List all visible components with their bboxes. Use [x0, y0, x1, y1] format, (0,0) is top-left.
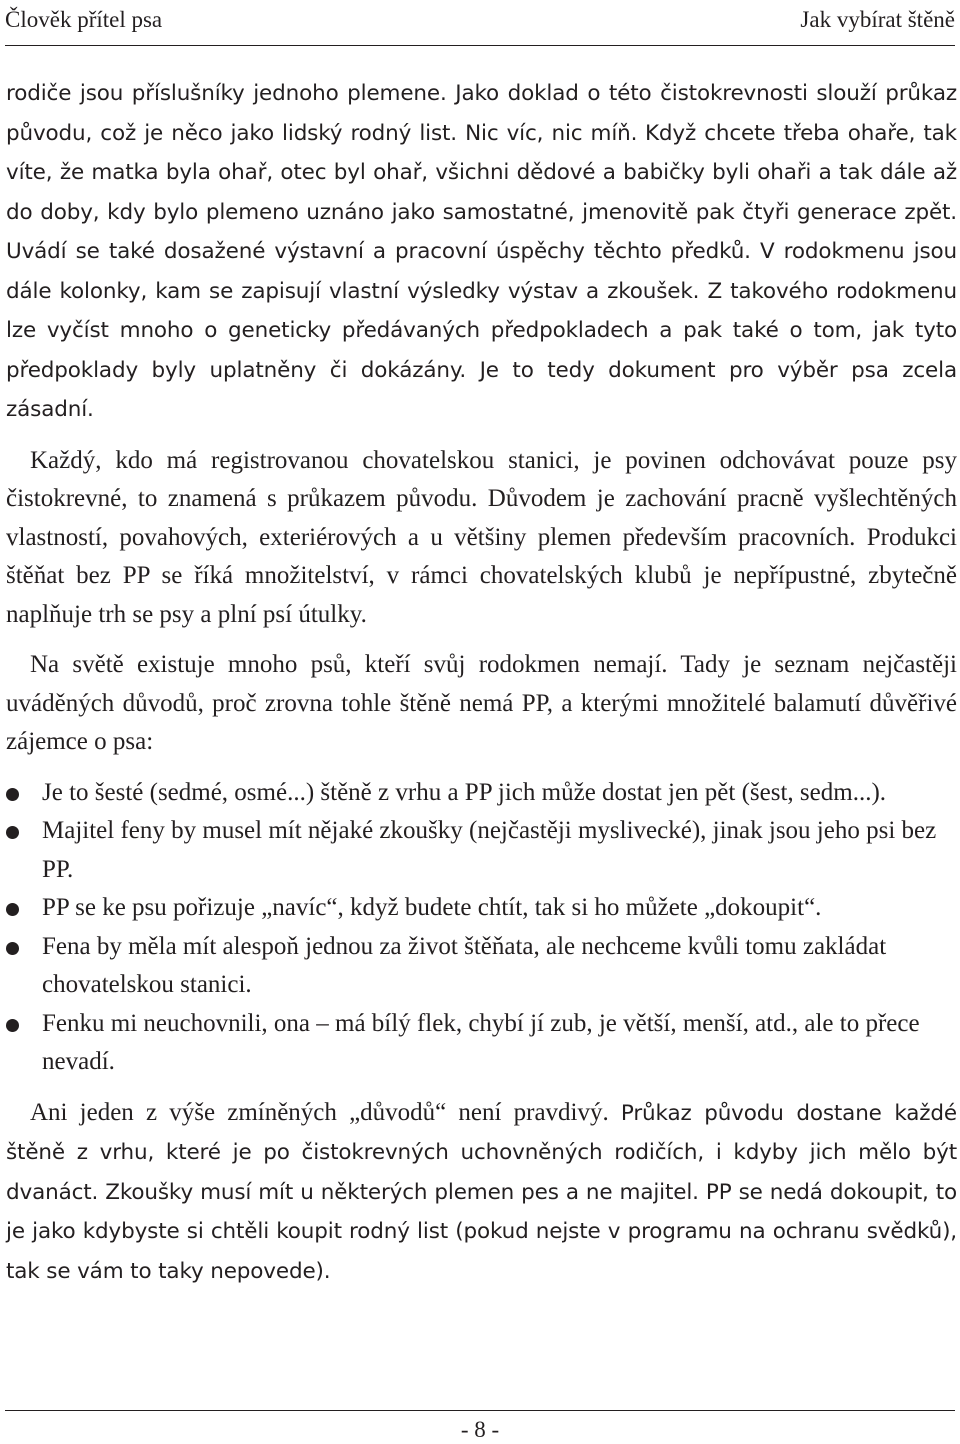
paragraph-gap [6, 762, 957, 774]
list-item [6, 812, 957, 889]
header-rule [5, 45, 955, 46]
page-number: - 8 - [460, 1417, 500, 1442]
conclusion-details: Průkaz původu dostane každé štěně z vrhu, které je po čistokrevných uchovněných rodičích, i kdyby jich mělo být dvanáct. Zkoušky musí mít u některých plemen pes a ne majitel. PP se nedá dokoupit, to je jako kdybyste si chtěli koupit rodný list (pokud nejste v programu na ochranu svědků), tak se vám to taky nepovede). [6, 1100, 958, 1284]
list-item [6, 774, 957, 813]
paragraph-reasons-intro: Na světě existuje mnoho psů, kteří svůj rodokmen nemají. Tady je seznam nejčastěji uváděných důvodů, proč zrovna tohle štěně nemá PP, a kterými množitelé balamutí důvěřivé zájemce o psa: [6, 651, 957, 755]
bullet-icon [6, 826, 19, 839]
footer-rule [5, 1410, 955, 1411]
list-item-text: Majitel feny by musel mít nějaké zkoušky (nejčastěji myslivecké), jinak jsou jeho psi bez PP. [42, 817, 937, 883]
list-item-text: Fenku mi neuchovnili, ona – má bílý flek, chybí jí zub, je větší, menší, atd., ale to přece nevadí. [42, 1009, 920, 1075]
paragraph-conclusion [6, 1094, 957, 1292]
paragraph-pedigree-definition [6, 74, 957, 430]
paragraph-gap [6, 634, 957, 646]
paragraph-pedigree-details: Když chcete třeba ohaře, tak víte, že matka byla ohař, otec byl ohař, všichni dědové a babičky byli ohaři a tak dále až do doby, kdy bylo plemeno uznáno jako samostatné, jmenovitě pak čtyři generace zpět. Uvádí se také dosažené výstavní a pracovní úspěchy těchto předků. V rodokmenu jsou dále kolonky, kam se zapisují vlastní výsledky výstav a zkoušek. Z takového rodokmenu lze vyčíst mnoho o geneticky předávaných předpokladech a pak také o tom, jak tyto předpoklady byly uplatněny či dokázány. Je to tedy dokument pro výběr psa zcela zásadní. [6, 120, 957, 422]
paragraph-pedigree-intro: rodiče jsou příslušníky jednoho plemene. Jako doklad o této čistokrevnosti slouží průkaz původu, což je něco jako lidský rodný list. Nic víc, nic míň. [6, 81, 957, 146]
bullet-icon [6, 788, 19, 801]
list-item-text: Je to šesté (sedmé, osmé...) štěně z vrhu a PP jich může dostat jen pět (šest, sedm...). [42, 778, 887, 806]
bullet-icon [6, 1019, 19, 1032]
list-item [6, 889, 957, 928]
paragraph-breeding-station: Každý, kdo má registrovanou chovatelskou stanici, je povinen odchovávat pouze psy čistokrevné, to znamená s průkazem původu. Důvodem je zachování pracně vyšlechtěných vlastností, povahových, exteriérových a u většiny plemen především pracovních. Produkci štěňat bez PP se říká množitelství, v rámci chovatelských klubů je nepřípustné, zbytečně naplňuje trh se psy a plní psí útulky. [6, 446, 957, 628]
list-item [6, 1005, 957, 1082]
running-header [5, 6, 955, 36]
list-item-text: Fena by měla mít alespoň jednou za život štěňata, ale nechceme kvůli tomu zakládat chovatelskou stanici. [42, 932, 887, 998]
conclusion-lead: Ani jeden z výše zmíněných „důvodů“ není pravdivý. [30, 1098, 609, 1126]
bullet-icon [6, 942, 19, 955]
paragraph-gap [6, 430, 957, 442]
bullet-icon [6, 903, 19, 916]
list-item-text: PP se ke psu pořizuje „navíc“, když budete chtít, tak si ho můžete „dokoupit“. [42, 894, 822, 921]
header-book-title: Člověk přítel psa [5, 7, 163, 32]
list-item [6, 928, 957, 1005]
header-chapter-title: Jak vybírat štěně [800, 7, 955, 32]
reasons-list [6, 774, 957, 1082]
body-text [6, 74, 957, 1291]
paragraph-gap [6, 1082, 957, 1094]
